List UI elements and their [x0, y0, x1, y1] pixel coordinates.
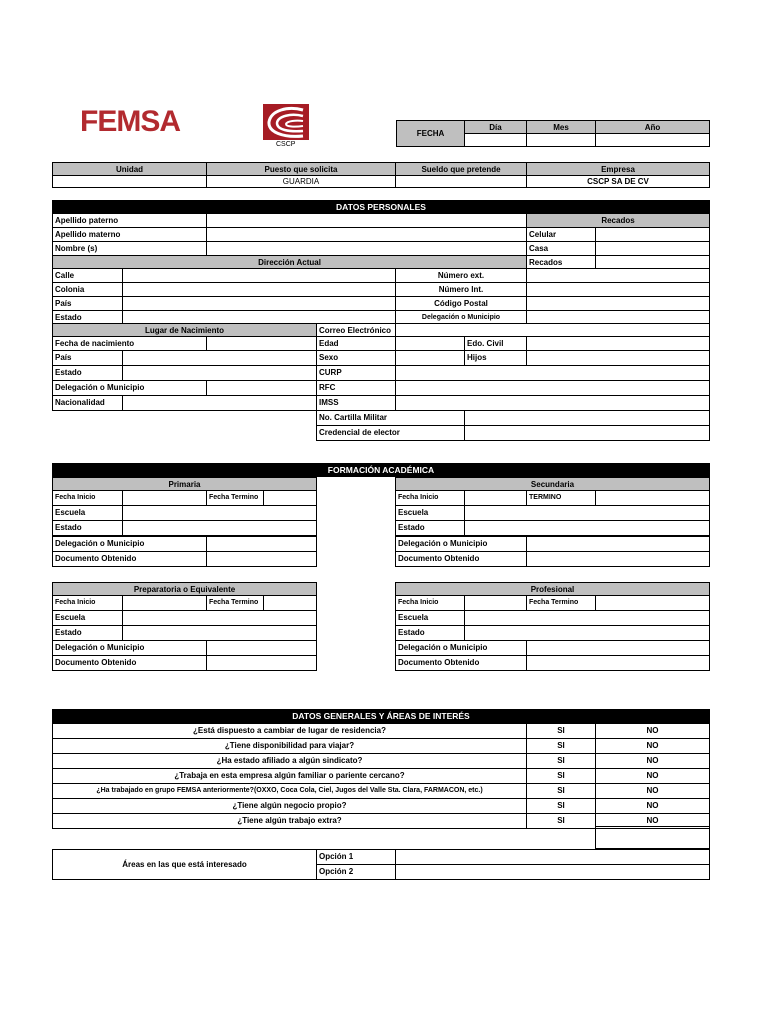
- primaria-delegacion-input[interactable]: [206, 536, 317, 552]
- imss-input[interactable]: [395, 395, 710, 411]
- prepa-documento-label: Documento Obtenido: [52, 655, 207, 671]
- celular-input[interactable]: [595, 227, 710, 242]
- no-option[interactable]: NO: [595, 723, 710, 739]
- primaria-estado-input[interactable]: [122, 520, 317, 536]
- prepa-estado-input[interactable]: [122, 625, 317, 641]
- primaria-fecha-termino-input[interactable]: [263, 490, 317, 506]
- apellido-paterno-input[interactable]: [206, 213, 527, 228]
- estado-label: Estado: [52, 310, 123, 324]
- prepa-fecha-inicio-input[interactable]: [122, 595, 207, 611]
- cartilla-input[interactable]: [464, 410, 710, 426]
- curp-input[interactable]: [395, 365, 710, 381]
- formacion-title: FORMACIÓN ACADÉMICA: [52, 463, 710, 477]
- unidad-input[interactable]: [52, 175, 207, 188]
- direccion-header: Dirección Actual: [52, 255, 527, 269]
- no-option[interactable]: NO: [595, 798, 710, 814]
- si-option[interactable]: SI: [526, 768, 596, 784]
- hijos-label: Hijos: [464, 350, 527, 366]
- casa-input[interactable]: [595, 241, 710, 256]
- prof-estado-input[interactable]: [464, 625, 710, 641]
- si-option[interactable]: SI: [526, 798, 596, 814]
- primaria-documento-label: Documento Obtenido: [52, 551, 207, 567]
- rfc-input[interactable]: [395, 380, 710, 396]
- prepa-fecha-inicio-label: Fecha Inicio: [52, 595, 123, 611]
- primaria-fecha-inicio-label: Fecha Inicio: [52, 490, 123, 506]
- anio-input[interactable]: [595, 133, 710, 147]
- apellido-materno-label: Apellido materno: [52, 227, 207, 242]
- datos-generales-title: DATOS GENERALES Y ÁREAS DE INTERÉS: [52, 709, 710, 724]
- delegacion2-input[interactable]: [206, 380, 317, 396]
- secundaria-escuela-label: Escuela: [395, 505, 465, 521]
- estado2-input[interactable]: [122, 365, 317, 381]
- primaria-fecha-termino-label: Fecha Termino: [206, 490, 264, 506]
- numero-int-input[interactable]: [526, 282, 710, 297]
- preparatoria-header: Preparatoria o Equivalente: [52, 582, 317, 596]
- opcion2-input[interactable]: [395, 864, 710, 880]
- question-label: ¿Tiene algún trabajo extra?: [52, 813, 527, 829]
- correo-label: Correo Electrónico: [316, 323, 396, 337]
- recados-header: Recados: [526, 213, 710, 228]
- no-option[interactable]: NO: [595, 738, 710, 754]
- primaria-fecha-inicio-input[interactable]: [122, 490, 207, 506]
- edo-civil-input[interactable]: [526, 336, 710, 351]
- sexo-label: Sexo: [316, 350, 396, 366]
- edad-input[interactable]: [395, 336, 465, 351]
- prof-fecha-termino-label: Fecha Termino: [526, 595, 596, 611]
- rfc-label: RFC: [316, 380, 396, 396]
- si-option[interactable]: SI: [526, 738, 596, 754]
- numero-ext-input[interactable]: [526, 268, 710, 283]
- lugar-nacimiento-header: Lugar de Nacimiento: [52, 323, 317, 337]
- secundaria-delegacion-input[interactable]: [526, 536, 710, 552]
- primaria-delegacion-label: Delegación o Municipio: [52, 536, 207, 552]
- delegacion-label-top: Delegación o Municipio: [395, 310, 527, 324]
- prof-delegacion-input[interactable]: [526, 640, 710, 656]
- hijos-input[interactable]: [526, 350, 710, 366]
- question-label: ¿Tiene disponibilidad para viajar?: [52, 738, 527, 754]
- sueldo-input[interactable]: [395, 175, 527, 188]
- sexo-input[interactable]: [395, 350, 465, 366]
- empresa-header: Empresa: [526, 162, 710, 176]
- dia-input[interactable]: [464, 133, 527, 147]
- correo-input[interactable]: [395, 323, 710, 337]
- edo-civil-label: Edo. Civil: [464, 336, 527, 351]
- nombre-input[interactable]: [206, 241, 527, 256]
- anio-header: Año: [595, 120, 710, 134]
- recados-label: Recados: [526, 255, 596, 270]
- codigo-postal-label: Código Postal: [395, 296, 527, 311]
- colonia-input[interactable]: [122, 282, 396, 297]
- question-label: ¿Tiene algún negocio propio?: [52, 798, 527, 814]
- primaria-estado-label: Estado: [52, 520, 123, 536]
- pais-label: País: [52, 296, 123, 311]
- prof-fecha-inicio-input[interactable]: [464, 595, 527, 611]
- prepa-delegacion-input[interactable]: [206, 640, 317, 656]
- codigo-postal-input[interactable]: [526, 296, 710, 311]
- puesto-header: Puesto que solicita: [206, 162, 396, 176]
- fecha-nacimiento-input[interactable]: [206, 336, 317, 351]
- nacionalidad-label: Nacionalidad: [52, 395, 123, 411]
- imss-label: IMSS: [316, 395, 396, 411]
- apellido-paterno-label: Apellido paterno: [52, 213, 207, 228]
- prof-escuela-input[interactable]: [464, 610, 710, 626]
- credencial-label: Credencial de elector: [316, 425, 465, 441]
- empresa-value[interactable]: CSCP SA DE CV: [526, 175, 710, 188]
- secundaria-fecha-inicio-label: Fecha Inicio: [395, 490, 465, 506]
- areas-label: Áreas en las que está interesado: [52, 849, 317, 880]
- fecha-nacimiento-label: Fecha de nacimiento: [52, 336, 207, 351]
- question-label: ¿Ha estado afiliado a algún sindicato?: [52, 753, 527, 769]
- cartilla-label: No. Cartilla Militar: [316, 410, 465, 426]
- pais2-label: País: [52, 350, 123, 366]
- cscp-logo: [263, 104, 309, 144]
- secundaria-estado-input[interactable]: [464, 520, 710, 536]
- colonia-label: Colonia: [52, 282, 123, 297]
- si-option[interactable]: SI: [526, 813, 596, 829]
- puesto-value[interactable]: GUARDIA: [206, 175, 396, 188]
- secundaria-header: Secundaria: [395, 477, 710, 491]
- no-option[interactable]: NO: [595, 753, 710, 769]
- credencial-input[interactable]: [464, 425, 710, 441]
- primaria-escuela-label: Escuela: [52, 505, 123, 521]
- prof-fecha-termino-input[interactable]: [595, 595, 710, 611]
- fecha-label: FECHA: [396, 120, 465, 147]
- prof-fecha-inicio-label: Fecha Inicio: [395, 595, 465, 611]
- prepa-escuela-input[interactable]: [122, 610, 317, 626]
- question-label: ¿Trabaja en esta empresa algún familiar o pariente cercano?: [52, 768, 527, 784]
- prepa-fecha-termino-input[interactable]: [263, 595, 317, 611]
- nacionalidad-input[interactable]: [122, 395, 317, 411]
- mes-header: Mes: [526, 120, 596, 134]
- curp-label: CURP: [316, 365, 396, 381]
- no-option[interactable]: NO: [595, 768, 710, 784]
- casa-label: Casa: [526, 241, 596, 256]
- secundaria-termino-label: TERMINO: [526, 490, 596, 506]
- calle-label: Calle: [52, 268, 123, 283]
- prof-delegacion-label: Delegación o Municipio: [395, 640, 527, 656]
- question-label: ¿Ha trabajado en grupo FEMSA anteriormente?(OXXO, Coca Cola, Ciel, Jugos del Valle Sta. Clara, FARMACON, etc.): [52, 783, 527, 799]
- secundaria-termino-input[interactable]: [595, 490, 710, 506]
- delegacion-input-top[interactable]: [526, 310, 710, 324]
- opcion1-input[interactable]: [395, 849, 710, 865]
- extra-empty-cell: [595, 826, 710, 849]
- primaria-documento-input[interactable]: [206, 551, 317, 567]
- secundaria-fecha-inicio-input[interactable]: [464, 490, 527, 506]
- no-option[interactable]: NO: [595, 813, 710, 829]
- prepa-escuela-label: Escuela: [52, 610, 123, 626]
- secundaria-estado-label: Estado: [395, 520, 465, 536]
- secundaria-documento-input[interactable]: [526, 551, 710, 567]
- primaria-escuela-input[interactable]: [122, 505, 317, 521]
- prepa-fecha-termino-label: Fecha Termino: [206, 595, 264, 611]
- question-label: ¿Está dispuesto a cambiar de lugar de residencia?: [52, 723, 527, 739]
- no-option[interactable]: NO: [595, 783, 710, 799]
- prepa-delegacion-label: Delegación o Municipio: [52, 640, 207, 656]
- prepa-documento-input[interactable]: [206, 655, 317, 671]
- si-option[interactable]: SI: [526, 753, 596, 769]
- prepa-estado-label: Estado: [52, 625, 123, 641]
- profesional-header: Profesional: [395, 582, 710, 596]
- edad-label: Edad: [316, 336, 396, 351]
- secundaria-documento-label: Documento Obtenido: [395, 551, 527, 567]
- cscp-label: CSCP: [276, 141, 296, 148]
- cscp-logo-graphic: [263, 104, 309, 144]
- dia-header: Día: [464, 120, 527, 134]
- opcion2-label: Opción 2: [316, 864, 396, 880]
- primaria-header: Primaria: [52, 477, 317, 491]
- estado-input[interactable]: [122, 310, 396, 324]
- apellido-materno-input[interactable]: [206, 227, 527, 242]
- celular-label: Celular: [526, 227, 596, 242]
- delegacion2-label: Delegación o Municipio: [52, 380, 207, 396]
- unidad-header: Unidad: [52, 162, 207, 176]
- pais2-input[interactable]: [122, 350, 317, 366]
- calle-input[interactable]: [122, 268, 396, 283]
- estado2-label: Estado: [52, 365, 123, 381]
- datos-personales-title: DATOS PERSONALES: [52, 200, 710, 214]
- prof-estado-label: Estado: [395, 625, 465, 641]
- femsa-logo: FEMSA: [80, 105, 180, 138]
- si-option[interactable]: SI: [526, 723, 596, 739]
- prof-escuela-label: Escuela: [395, 610, 465, 626]
- secundaria-escuela-input[interactable]: [464, 505, 710, 521]
- pais-input[interactable]: [122, 296, 396, 311]
- nombre-label: Nombre (s): [52, 241, 207, 256]
- secundaria-delegacion-label: Delegación o Municipio: [395, 536, 527, 552]
- prof-documento-label: Documento Obtenido: [395, 655, 527, 671]
- numero-ext-label: Número ext.: [395, 268, 527, 283]
- mes-input[interactable]: [526, 133, 596, 147]
- sueldo-header: Sueldo que pretende: [395, 162, 527, 176]
- prof-documento-input[interactable]: [526, 655, 710, 671]
- si-option[interactable]: SI: [526, 783, 596, 799]
- numero-int-label: Número Int.: [395, 282, 527, 297]
- opcion1-label: Opción 1: [316, 849, 396, 865]
